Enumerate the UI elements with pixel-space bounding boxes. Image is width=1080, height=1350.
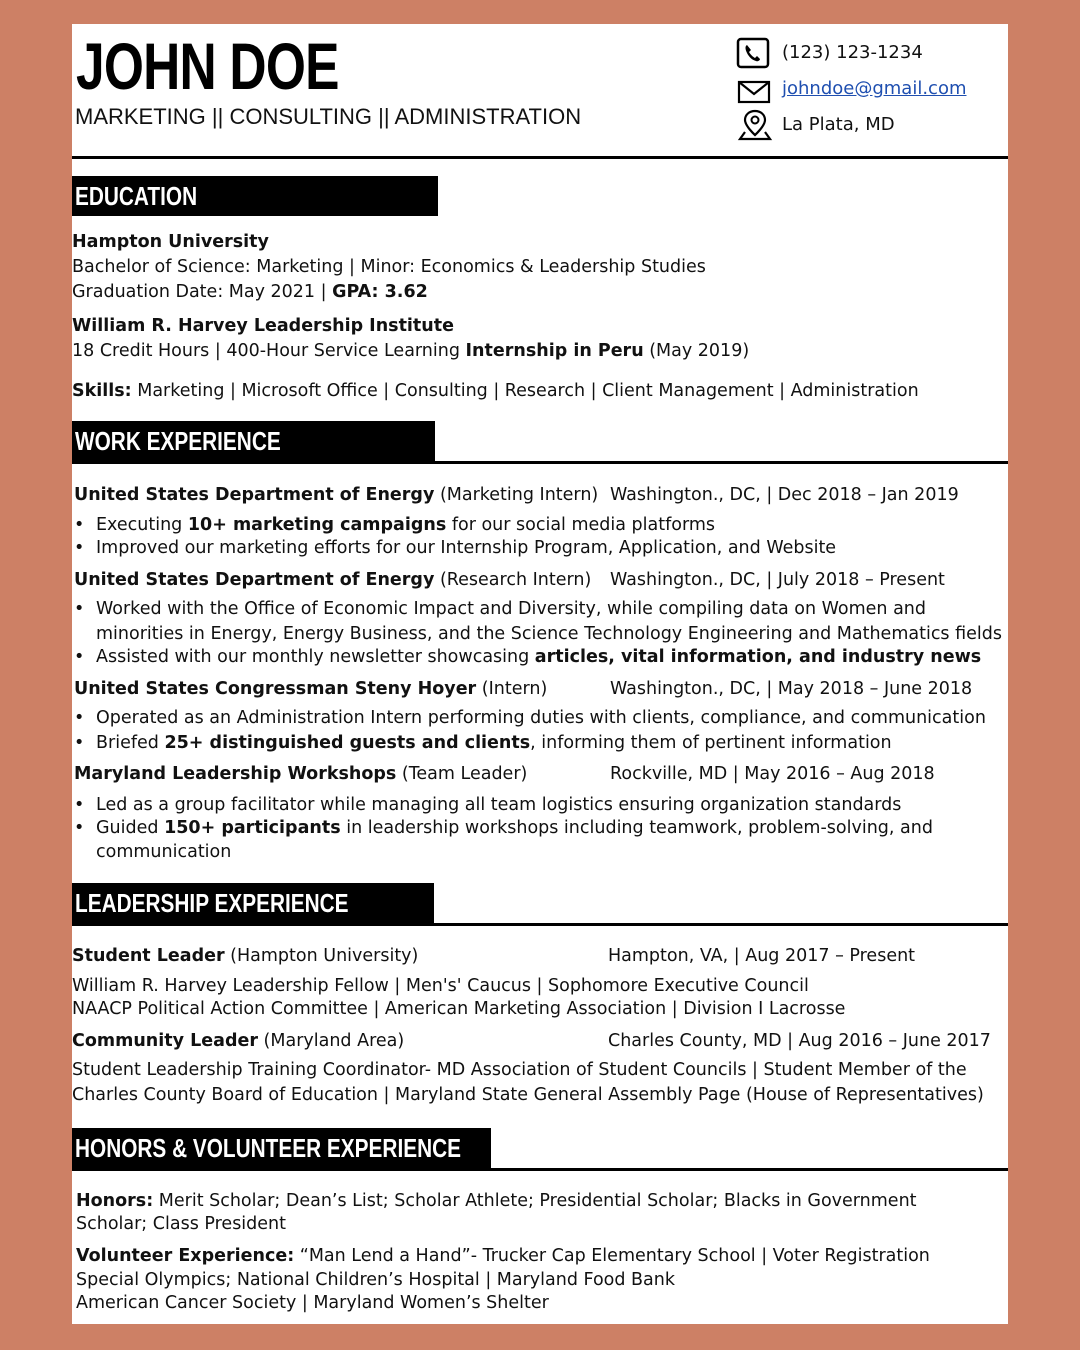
job-role: (Marketing Intern) xyxy=(434,485,599,505)
skills-list: Marketing | Microsoft Office | Consulting | Research | Client Management | Administration xyxy=(131,381,919,401)
school-name-text: Hampton University xyxy=(72,232,269,252)
bullet-highlight: 25+ distinguished guests and clients xyxy=(164,733,531,753)
role-description: NAACP Political Action Committee | American Marketing Association | Division I Lacrosse xyxy=(72,999,846,1019)
bullet-text: Assisted with our monthly newsletter showcasing xyxy=(96,647,535,667)
bullet: • xyxy=(74,538,85,558)
graduation-date: Graduation Date: May 2021 | xyxy=(72,282,333,302)
honors-divider xyxy=(72,1168,1008,1171)
job-org: United States Department of Energy xyxy=(74,570,435,590)
role-org: Student Leader xyxy=(72,946,225,966)
job-bullet xyxy=(96,515,715,535)
honors xyxy=(76,1191,917,1211)
bullet-highlight: articles, vital information, and industry news xyxy=(534,647,982,667)
job-title xyxy=(74,485,598,505)
volunteer xyxy=(76,1246,930,1266)
job-bullet: Worked with the Office of Economic Impact and Diversity, while compiling data on Women and xyxy=(96,599,927,619)
job-title xyxy=(74,764,527,784)
bullet-highlight: 10+ marketing campaigns xyxy=(187,515,447,535)
job-role: (Research Intern) xyxy=(434,570,592,590)
role-title xyxy=(72,946,418,966)
volunteer-continued: Special Olympics; National Children’s Hospital | Maryland Food Bank xyxy=(76,1270,675,1290)
person-name: JOHN DOE xyxy=(76,29,339,103)
role-location: Hampton, VA, | Aug 2017 – Present xyxy=(608,946,916,966)
location: La Plata, MD xyxy=(782,114,895,135)
job-role: (Intern) xyxy=(476,679,548,699)
graduation xyxy=(72,282,428,302)
leadership-divider xyxy=(72,923,1008,926)
role-description: William R. Harvey Leadership Fellow | Men's' Caucus | Sophomore Executive Council xyxy=(72,976,809,996)
degree: Bachelor of Science: Marketing | Minor: Economics & Leadership Studies xyxy=(72,257,706,277)
job-title xyxy=(74,570,591,590)
bullet-text: , informing them of pertinent information xyxy=(530,733,892,753)
internship: Internship in Peru xyxy=(465,341,644,361)
section-leadership xyxy=(72,883,434,923)
section-leadership-title: LEADERSHIP EXPERIENCE xyxy=(75,888,349,918)
skills-label: Skills: xyxy=(72,381,132,401)
institute-name-text: William R. Harvey Leadership Institute xyxy=(72,316,454,336)
header-divider xyxy=(72,156,1008,159)
tagline: MARKETING || CONSULTING || ADMINISTRATION xyxy=(75,104,582,129)
role-detail: (Maryland Area) xyxy=(257,1031,405,1051)
honors-list: Merit Scholar; Dean’s List; Scholar Athlete; Presidential Scholar; Blacks in Government xyxy=(153,1191,917,1211)
resume-page xyxy=(72,24,1008,1324)
role-description: Student Leadership Training Coordinator- MD Association of Student Councils | Student Member of the xyxy=(72,1060,967,1080)
volunteer-list: “Man Lend a Hand”- Trucker Cap Elementary School | Voter Registration xyxy=(294,1246,930,1266)
bullet: • xyxy=(74,599,85,619)
phone-number: (123) 123-1234 xyxy=(782,42,923,63)
job-location: Washington., DC, | May 2018 – June 2018 xyxy=(610,679,973,699)
job-role: (Team Leader) xyxy=(396,764,528,784)
job-bullet xyxy=(96,733,892,753)
job-location: Rockville, MD | May 2016 – Aug 2018 xyxy=(610,764,935,784)
work-divider xyxy=(72,461,1008,464)
bullet-highlight: 150+ participants xyxy=(164,818,341,838)
section-work-title: WORK EXPERIENCE xyxy=(75,426,281,456)
job-org: United States Congressman Steny Hoyer xyxy=(74,679,477,699)
job-bullet: Led as a group facilitator while managing all team logistics ensuring organization standards xyxy=(96,795,902,815)
job-title xyxy=(74,679,547,699)
bullet-text: Executing xyxy=(96,515,188,535)
job-org: Maryland Leadership Workshops xyxy=(74,764,397,784)
internship-date: (May 2019) xyxy=(643,341,750,361)
bullet-text: Briefed xyxy=(96,733,165,753)
location-pin-icon xyxy=(737,108,773,142)
volunteer-label: Volunteer Experience: xyxy=(76,1246,295,1266)
skills xyxy=(72,381,919,401)
role-org: Community Leader xyxy=(72,1031,258,1051)
bullet: • xyxy=(74,818,85,838)
job-bullet-continued: minorities in Energy, Energy Business, and the Science Technology Engineering and Mathematics fields xyxy=(96,624,1002,644)
gpa: GPA: 3.62 xyxy=(332,282,428,302)
phone-icon xyxy=(736,37,770,69)
job-location: Washington., DC, | July 2018 – Present xyxy=(610,570,945,590)
role-location: Charles County, MD | Aug 2016 – June 2017 xyxy=(608,1031,991,1051)
job-bullet xyxy=(96,818,933,838)
institute-hours: 18 Credit Hours | 400-Hour Service Learning xyxy=(72,341,466,361)
bullet: • xyxy=(74,515,85,535)
role-title xyxy=(72,1031,404,1051)
section-honors xyxy=(72,1128,491,1168)
bullet: • xyxy=(74,733,85,753)
section-honors-title: HONORS & VOLUNTEER EXPERIENCE xyxy=(75,1133,462,1163)
job-bullet xyxy=(96,647,981,667)
section-education xyxy=(72,176,438,216)
job-bullet: Improved our marketing efforts for our Internship Program, Application, and Website xyxy=(96,538,837,558)
section-education-title: EDUCATION xyxy=(75,181,198,211)
institute-details xyxy=(72,341,749,361)
honors-label: Honors: xyxy=(76,1191,154,1211)
bullet-text: for our social media platforms xyxy=(446,515,716,535)
bullet: • xyxy=(74,708,85,728)
email-link-text[interactable]: johndoe@gmail.com xyxy=(782,78,967,99)
section-work xyxy=(72,421,435,461)
volunteer-continued: American Cancer Society | Maryland Women’s Shelter xyxy=(76,1293,549,1313)
job-bullet-continued: communication xyxy=(96,842,232,862)
job-bullet: Operated as an Administration Intern performing duties with clients, compliance, and communication xyxy=(96,708,986,728)
bullet-text: in leadership workshops including teamwork, problem-solving, and xyxy=(340,818,933,838)
role-detail: (Hampton University) xyxy=(224,946,419,966)
school-name xyxy=(72,232,269,252)
bullet: • xyxy=(74,647,85,667)
mail-icon xyxy=(737,80,771,104)
email-link[interactable] xyxy=(782,78,967,99)
job-location: Washington., DC, | Dec 2018 – Jan 2019 xyxy=(610,485,959,505)
institute-name xyxy=(72,316,454,336)
job-org: United States Department of Energy xyxy=(74,485,435,505)
honors-continued: Scholar; Class President xyxy=(76,1214,286,1234)
role-description: Charles County Board of Education | Maryland State General Assembly Page (House of Representatives) xyxy=(72,1085,984,1105)
bullet: • xyxy=(74,795,85,815)
bullet-text: Guided xyxy=(96,818,165,838)
